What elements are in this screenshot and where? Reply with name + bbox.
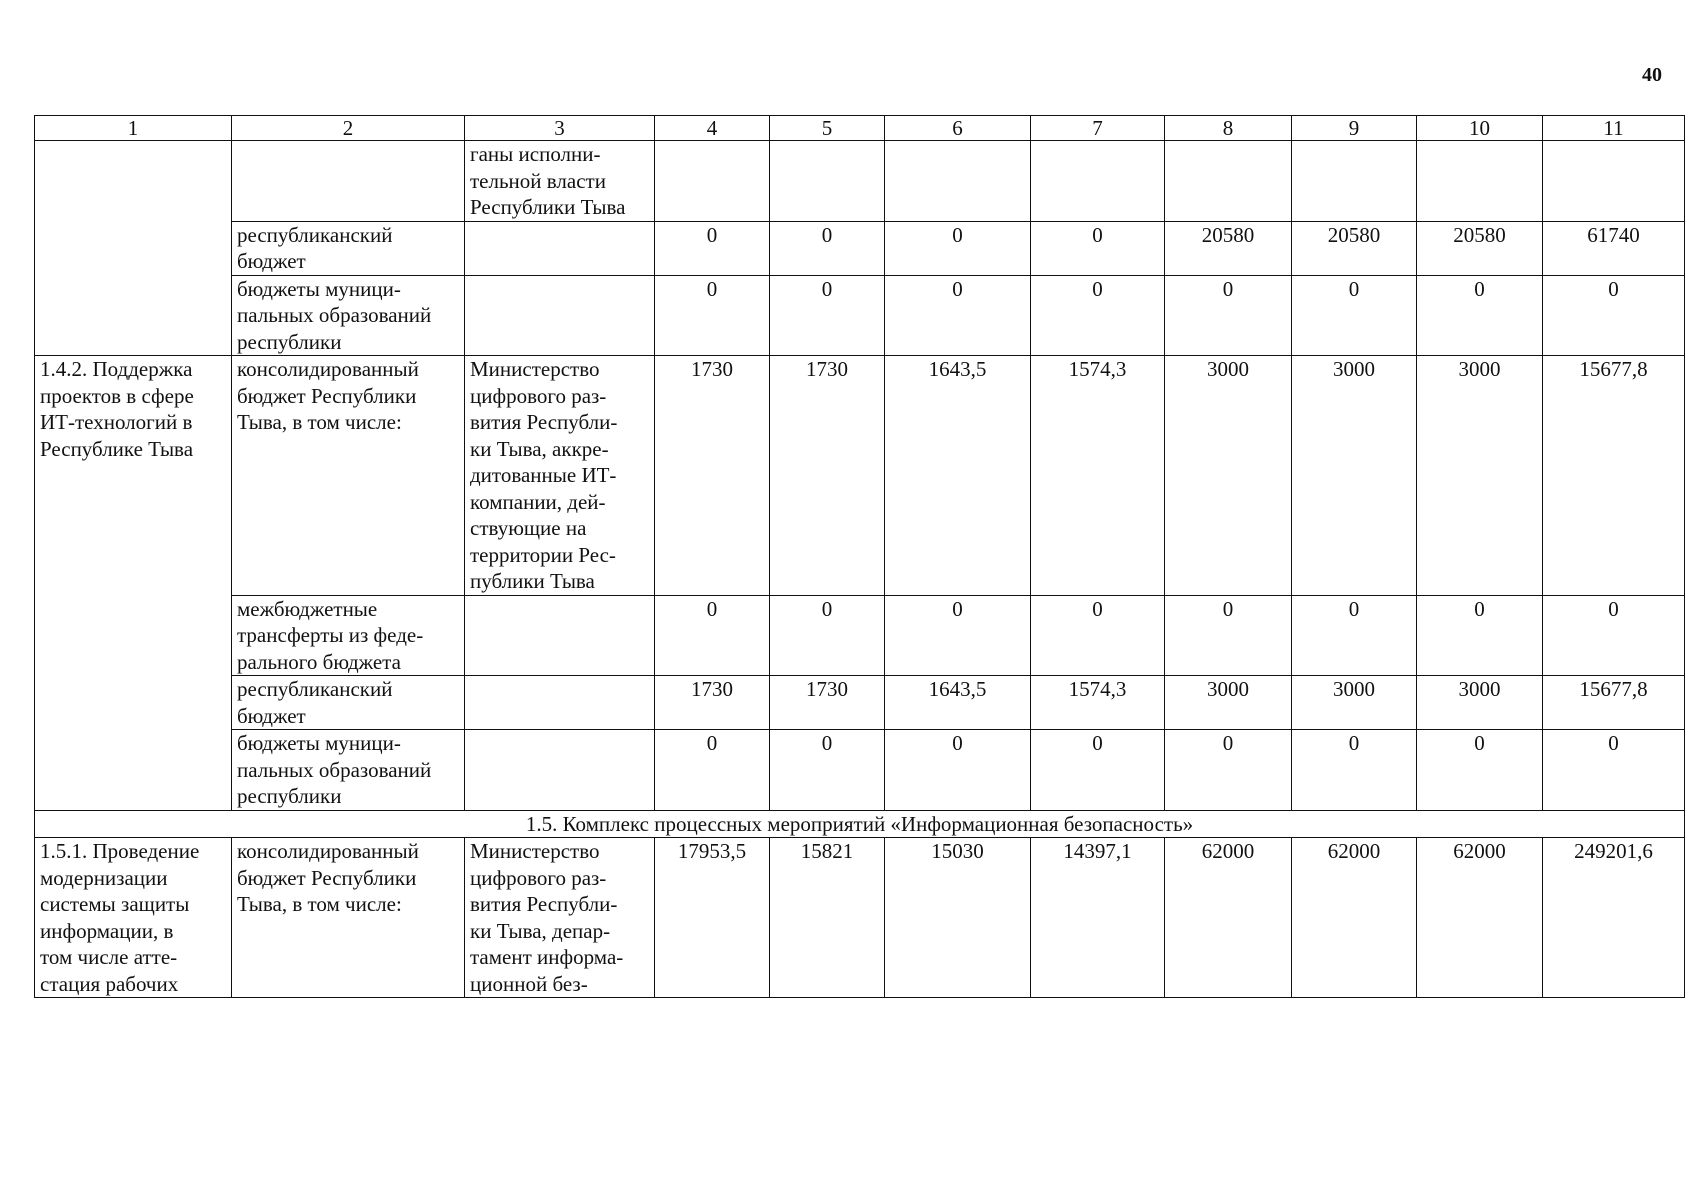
section-title: 1.5. Комплекс процессных мероприятий «Информационная безопасность»: [35, 810, 1685, 838]
value-cell: 0: [655, 221, 770, 275]
value-cell: [1031, 141, 1165, 222]
executor-cell: [465, 676, 655, 730]
value-cell: 0: [885, 221, 1031, 275]
value-cell: 0: [655, 595, 770, 676]
value-cell: 0: [1417, 730, 1543, 811]
executor-cell: [465, 730, 655, 811]
value-cell: 0: [1292, 275, 1417, 356]
text-line: системы защиты: [40, 892, 190, 916]
value-cell: 0: [1165, 730, 1292, 811]
text-line: Тыва, в том числе:: [237, 410, 402, 434]
text-line: Республике Тыва: [40, 436, 194, 461]
text-line: территории Рес-: [470, 542, 616, 567]
text-line: Республики Тыва: [470, 195, 626, 219]
text-line: Министерство: [470, 357, 600, 381]
column-number: 8: [1165, 116, 1292, 141]
value-cell: 1730: [770, 356, 885, 596]
funding-source-cell: [232, 221, 465, 275]
text-line: ИТ-технологий в: [40, 410, 193, 434]
table-row: [35, 676, 1685, 730]
value-cell: 0: [1031, 595, 1165, 676]
executor-cell: [465, 221, 655, 275]
value-cell: 0: [1417, 595, 1543, 676]
value-cell: 3000: [1292, 676, 1417, 730]
text-line: консолидированный: [237, 357, 419, 381]
table-row: [35, 595, 1685, 676]
value-cell: 3000: [1165, 676, 1292, 730]
text-line: республиканский: [237, 677, 393, 701]
column-number: 6: [885, 116, 1031, 141]
text-line: 1.5.1. Проведение: [40, 839, 200, 863]
text-line: том числе атте-: [40, 945, 178, 969]
value-cell: 20580: [1165, 221, 1292, 275]
value-cell: 14397,1: [1031, 838, 1165, 998]
column-number: 2: [232, 116, 465, 141]
value-cell: 0: [1031, 730, 1165, 811]
value-cell: 0: [1543, 275, 1685, 356]
value-cell: 15677,8: [1543, 676, 1685, 730]
text-line: ганы исполни-: [470, 142, 601, 166]
executor-cell: [465, 141, 655, 222]
table-row: [35, 838, 1685, 998]
value-cell: 0: [655, 730, 770, 811]
value-cell: 62000: [1417, 838, 1543, 998]
text-line: цифрового раз-: [470, 383, 607, 408]
table-row: [35, 356, 1685, 596]
executor-cell: [465, 275, 655, 356]
column-number: 1: [35, 116, 232, 141]
column-number: 10: [1417, 116, 1543, 141]
text-line: ки Тыва, аккре-: [470, 436, 609, 461]
funding-source-cell: [232, 595, 465, 676]
text-line: рального бюджета: [237, 649, 401, 674]
value-cell: 15677,8: [1543, 356, 1685, 596]
text-line: бюджеты муници-: [237, 276, 401, 301]
value-cell: 0: [770, 221, 885, 275]
value-cell: 0: [1165, 595, 1292, 676]
value-cell: 3000: [1165, 356, 1292, 596]
text-line: тельной власти: [470, 168, 606, 193]
section-row: [35, 810, 1685, 838]
value-cell: 0: [1031, 275, 1165, 356]
text-line: консолидированный: [237, 839, 419, 863]
value-cell: [1292, 141, 1417, 222]
activity-cell: [35, 838, 232, 998]
value-cell: 1643,5: [885, 356, 1031, 596]
value-cell: [1543, 141, 1685, 222]
value-cell: 20580: [1417, 221, 1543, 275]
value-cell: 0: [885, 595, 1031, 676]
value-cell: 62000: [1165, 838, 1292, 998]
text-line: информации, в: [40, 918, 174, 943]
funding-source-cell: [232, 275, 465, 356]
value-cell: 249201,6: [1543, 838, 1685, 998]
value-cell: 0: [885, 730, 1031, 811]
text-line: бюджет: [237, 249, 306, 273]
text-line: вития Республи-: [470, 892, 618, 916]
text-line: пальных образований: [237, 757, 432, 782]
value-cell: 0: [770, 275, 885, 356]
column-number: 9: [1292, 116, 1417, 141]
funding-source-cell: [232, 141, 465, 222]
value-cell: 0: [1417, 275, 1543, 356]
column-number: 7: [1031, 116, 1165, 141]
text-line: 1.4.2. Поддержка: [40, 357, 193, 381]
value-cell: [655, 141, 770, 222]
value-cell: [1165, 141, 1292, 222]
executor-cell: [465, 356, 655, 596]
table-row: [35, 275, 1685, 356]
table-row: [35, 221, 1685, 275]
page-number: 40: [1642, 64, 1662, 86]
text-line: республики: [237, 784, 342, 808]
funding-source-cell: [232, 676, 465, 730]
text-line: цифрового раз-: [470, 865, 607, 890]
value-cell: 1574,3: [1031, 676, 1165, 730]
column-number: 4: [655, 116, 770, 141]
value-cell: 61740: [1543, 221, 1685, 275]
value-cell: [885, 141, 1031, 222]
value-cell: 0: [1031, 221, 1165, 275]
value-cell: 1730: [770, 676, 885, 730]
executor-cell: [465, 838, 655, 998]
text-line: проектов в сфере: [40, 383, 194, 408]
text-line: ки Тыва, депар-: [470, 918, 611, 943]
column-number: 3: [465, 116, 655, 141]
text-line: модернизации: [40, 865, 168, 890]
text-line: бюджеты муници-: [237, 731, 401, 755]
text-line: республиканский: [237, 222, 393, 247]
text-line: бюджет: [237, 703, 306, 728]
activity-cell: [35, 141, 232, 356]
table-row: [35, 730, 1685, 811]
table-body: [35, 116, 1685, 998]
value-cell: 20580: [1292, 221, 1417, 275]
text-line: вития Республи-: [470, 410, 618, 434]
value-cell: 62000: [1292, 838, 1417, 998]
funding-source-cell: [232, 730, 465, 811]
text-line: пальных образований: [237, 303, 432, 327]
text-line: трансферты из феде-: [237, 623, 424, 647]
column-number-row: [35, 116, 1685, 141]
table-row: [35, 141, 1685, 222]
value-cell: 0: [770, 595, 885, 676]
text-line: дитованные ИТ-: [470, 463, 617, 487]
value-cell: 3000: [1417, 356, 1543, 596]
text-line: ционной без-: [470, 971, 588, 996]
text-line: бюджет Республики: [237, 383, 417, 408]
text-line: бюджет Республики: [237, 865, 417, 890]
value-cell: 3000: [1417, 676, 1543, 730]
value-cell: 3000: [1292, 356, 1417, 596]
text-line: публики Тыва: [470, 569, 595, 593]
budget-table: [34, 115, 1685, 998]
column-number: 11: [1543, 116, 1685, 141]
value-cell: 0: [770, 730, 885, 811]
text-line: тамент информа-: [470, 945, 624, 969]
value-cell: 0: [1292, 595, 1417, 676]
value-cell: [1417, 141, 1543, 222]
value-cell: 0: [1292, 730, 1417, 811]
value-cell: 1730: [655, 356, 770, 596]
value-cell: 0: [1543, 730, 1685, 811]
value-cell: 1643,5: [885, 676, 1031, 730]
activity-cell: [35, 356, 232, 811]
value-cell: 15030: [885, 838, 1031, 998]
text-line: республики: [237, 329, 342, 354]
text-line: стация рабочих: [40, 971, 179, 996]
value-cell: 0: [655, 275, 770, 356]
funding-source-cell: [232, 838, 465, 998]
text-line: ствующие на: [470, 516, 587, 540]
value-cell: [770, 141, 885, 222]
value-cell: 1574,3: [1031, 356, 1165, 596]
value-cell: 0: [1543, 595, 1685, 676]
text-line: Министерство: [470, 839, 600, 863]
value-cell: 0: [885, 275, 1031, 356]
value-cell: 0: [1165, 275, 1292, 356]
text-line: компании, дей-: [470, 489, 606, 514]
text-line: Тыва, в том числе:: [237, 892, 402, 916]
value-cell: 1730: [655, 676, 770, 730]
executor-cell: [465, 595, 655, 676]
value-cell: 15821: [770, 838, 885, 998]
text-line: межбюджетные: [237, 596, 378, 621]
value-cell: 17953,5: [655, 838, 770, 998]
column-number: 5: [770, 116, 885, 141]
funding-source-cell: [232, 356, 465, 596]
